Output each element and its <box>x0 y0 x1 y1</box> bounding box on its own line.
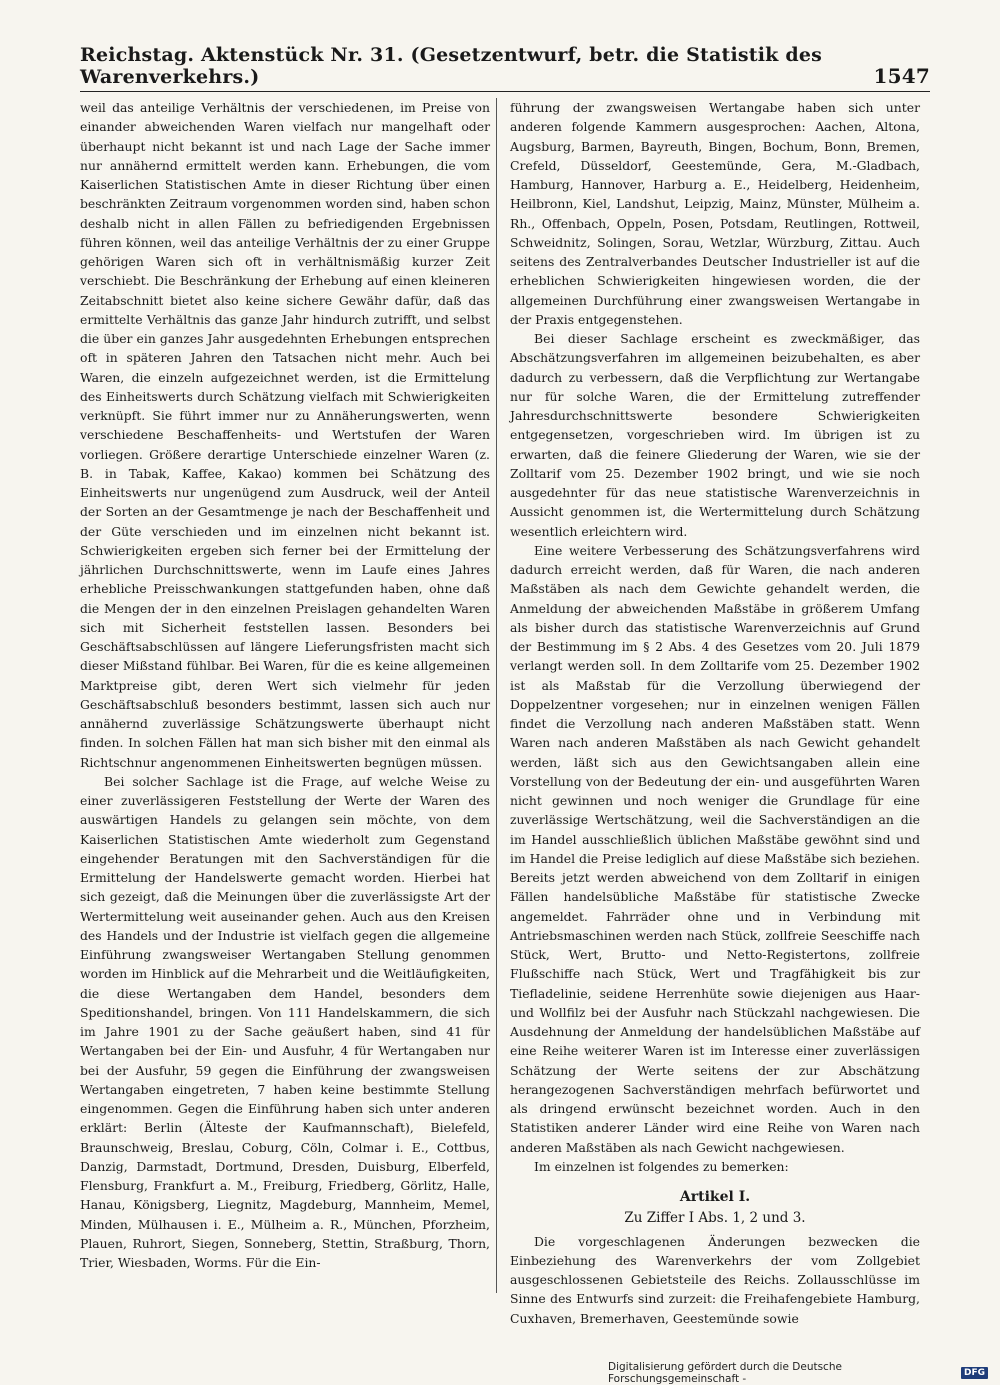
left-column <box>80 98 490 1298</box>
left-paragraph-1: weil das anteilige Verhältnis der verschiedenen, im Preise von einander abweichenden Waren vielfach nur mangelhaft oder überhaupt nicht bekannt ist und nach Lage der Sache immer nur annähernd ermittelt werden kann. Erhebungen, die vom Kaiserlichen Statistischen Amte in dieser Richtung über einen beschränkten Zeitraum vorgenommen worden sind, haben schon deshalb nicht in allen Fällen zu befriedigenden Ergebnissen führen können, weil das anteilige Verhältnis der zu einer Gruppe gehörigen Waren sich oft in verhältnismäßig kurzer Zeit verschiebt. Die Beschränkung der Erhebung auf einen kleineren Zeitabschnitt bietet also keine sichere Gewähr dafür, daß das ermittelte Verhältnis das ganze Jahr hindurch zutrifft, und selbst die über ein ganzes Jahr ausgedehnten Erhebungen entsprechen oft in späteren Jahren den Tatsachen nicht mehr. Auch bei Waren, die einzeln aufgezeichnet werden, ist die Ermittelung des Einheitswerts durch Schätzung vielfach mit Schwierigkeiten verknüpft. Sie führt immer nur zu Annäherungswerten, wenn verschiedene Beschaffenheits- und Wertstufen der Waren vorliegen. Größere derartige Unterschiede einzelner Waren (z. B. in Tabak, Kaffee, Kakao) kommen bei Schätzung des Einheitswerts nur ungenügend zum Ausdruck, weil der Anteil der Sorten an der Gesamtmenge je nach der Beschaffenheit und der Güte verschieden und im einzelnen nicht bekannt ist. Schwierigkeiten ergeben sich ferner bei der Ermittelung der jährlichen Durchschnittswerte, wenn im Laufe eines Jahres erhebliche Preisschwankungen stattgefunden haben, ohne daß die Mengen der in den einzelnen Preislagen gehandelten Waren sich mit Sicherheit feststellen lassen. Besonders bei Geschäftsabschlüssen auf längere Lieferungsfristen macht sich dieser Mißstand fühlbar. Bei Waren, für die es keine allgemeinen Marktpreise gibt, deren Wert sich vielmehr für jeden Geschäftsabschluß besonders bestimmt, lassen sich auch nur annähernd zuverlässige Schätzungswerte überhaupt nicht finden. In solchen Fällen hat man sich bisher mit den einmal als Richtschnur angenommenen Einheitswerten begnügen müssen. <box>80 100 490 770</box>
page-number: 1547 <box>873 64 930 88</box>
sub-heading: Zu Ziffer I Abs. 1, 2 und 3. <box>624 1210 806 1227</box>
column-divider <box>496 98 497 1293</box>
article-heading: Artikel I. <box>679 1189 751 1205</box>
footer-text: Digitalisierung gefördert durch die Deutsche Forschungsgemeinschaft - <box>608 1361 842 1385</box>
dfg-logo: DFG <box>961 1367 988 1379</box>
right-column <box>510 98 920 1326</box>
left-paragraph-2: Bei solcher Sachlage ist die Frage, auf welche Weise zu einer zuverlässigeren Feststellung der Werte der Waren des auswärtigen Handels zu gelangen sein möchte, von dem Kaiserlichen Statistischen Amte wiederholt zum Gegenstand eingehender Beratungen mit den Sachverständigen für die Ermittelung der Handelswerte gemacht worden. Hierbei hat sich gezeigt, daß die Meinungen über die zuverlässigste Art der Wertermittelung weit auseinander gehen. Auch aus den Kreisen des Handels und der Industrie ist vielfach gegen die allgemeine Einführung zwangsweiser Wertangaben Stellung genommen worden im Hinblick auf die Mehrarbeit und die Weitläufigkeiten, die diese Wertangaben dem Handel, besonders dem Speditionshandel, bringen. Von 111 Handelskammern, die sich im Jahre 1901 zu der Sache geäußert haben, sind 41 für Wertangaben bei der Ein- und Ausfuhr, 4 für Wertangaben nur bei der Ausfuhr, 59 gegen die Einführung der zwangsweisen Wertangaben eingetreten, 7 haben keine bestimmte Stellung eingenommen. Gegen die Einführung haben sich unter anderen erklärt: Berlin (Älteste der Kaufmannschaft), Bielefeld, Braunschweig, Breslau, Coburg, Cöln, Colmar i. E., Cottbus, Danzig, Darmstadt, Dortmund, Dresden, Duisburg, Elberfeld, Flensburg, Frankfurt a. M., Freiburg, Friedberg, Görlitz, Halle, Hanau, Königsberg, Liegnitz, Magdeburg, Mannheim, Memel, Minden, Mülhausen i. E., Mülheim a. R., München, Pforzheim, Plauen, Ruhrort, Siegen, Sonneberg, Stettin, Straßburg, Thorn, Trier, Wiesbaden, Worms. Für die Ein- <box>80 773 490 1270</box>
header-title: Reichstag. Aktenstück Nr. 31. (Gesetzentwurf, betr. die Statistik des Warenverkehrs.) <box>80 44 823 88</box>
right-paragraph-2: Bei dieser Sachlage erscheint es zweckmäßiger, das Abschätzungsverfahren im allgemeinen beizubehalten, es aber dadurch zu verbessern, daß die Verpflichtung zur Wertangabe nur für solche Waren, die der Ermittelung zutreffender Jahresdurchschnittswerte besondere Schwierigkeiten entgegensetzen, vorgeschrieben wird. Im übrigen ist zu erwarten, daß die feinere Gliederung der Waren, wie sie der Zolltarif vom 25. Dezember 1902 bringt, und wie sie noch ausgedehnter für das neue statistische Warenverzeichnis in Aussicht genommen ist, die Wertermittelung durch Schätzung wesentlich erleichtern wird. <box>510 331 920 539</box>
right-paragraph-final: Die vorgeschlagenen Änderungen bezwecken die Einbeziehung des Warenverkehrs der vom Zollgebiet ausgeschlossenen Gebietsteile des Reichs. Zollausschlüsse im Sinne des Entwurfs sind zurzeit: die Freihafengebiete Hamburg, Cuxhaven, Bremerhaven, Geestemünde sowie <box>510 1233 920 1326</box>
right-paragraph-1: führung der zwangsweisen Wertangabe haben sich unter anderen folgende Kammern ausgesprochen: Aachen, Altona, Augsburg, Barmen, Bayreuth, Bingen, Bochum, Bonn, Bremen, Crefeld, Düsseldorf, Geestemünde, Gera, M.-Gladbach, Hamburg, Hannover, Harburg a. E., Heidelberg, Heidenheim, Heilbronn, Kiel, Landshut, Leipzig, Mainz, Münster, Mülheim a. Rh., Offenbach, Oppeln, Posen, Potsdam, Reutlingen, Rottweil, Schweidnitz, Solingen, Sorau, Wetzlar, Würzburg, Zittau. Auch seitens des Zentralverbandes Deutscher Industrieller ist auf die erheblichen Schwierigkeiten hingewiesen worden, die der allgemeinen Durchführung einer zwangsweisen Wertangabe in der Praxis entgegenstehen. <box>510 100 920 327</box>
right-paragraph-4: Im einzelnen ist folgendes zu bemerken: <box>534 1158 789 1174</box>
page-header <box>80 44 930 92</box>
footer <box>608 1361 988 1385</box>
right-paragraph-3: Eine weitere Verbesserung des Schätzungsverfahrens wird dadurch erreicht werden, daß für Waren, die nach anderen Maßstäben als nach dem Gewichte gehandelt werden, die Anmeldung der abweichenden Maßstäbe in größerem Umfang als bisher durch das statistische Warenverzeichnis auf Grund der Bestimmung im § 2 Abs. 4 des Gesetzes vom 20. Juli 1879 verlangt werden soll. In dem Zolltarife vom 25. Dezember 1902 ist als Maßstab für die Verzollung überwiegend der Doppelzentner vorgesehen; nur in einzelnen wenigen Fällen findet die Verzollung nach anderen Maßstäben statt. Wenn Waren nach anderen Maßstäben als nach Gewicht gehandelt werden, läßt sich aus den Gewichtsangaben allein eine Vorstellung von der Bedeutung der ein- und ausgeführten Waren nicht gewinnen und noch weniger die Grundlage für eine zuverlässige Wertschätzung, weil die Sachverständigen an die im Handel ausschließlich üblichen Maßstäbe gewöhnt sind und im Handel die Preise lediglich auf diese Maßstäbe sich beziehen. Bereits jetzt werden abweichend von dem Zolltarif in einigen Fällen handelsübliche Maßstäbe für statistische Zwecke angemeldet. Fahrräder ohne und in Verbindung mit Antriebsmaschinen werden nach Stück, zollfreie Seeschiffe nach Stück, Wert, Brutto- und Netto-Registertons, zollfreie Flußschiffe nach Stück, Wert und Tragfähigkeit bis zur Tiefladelinie, seidene Herrenhüte sowie diejenigen aus Haar- und Wollfilz bei der Ausfuhr nach Stückzahl nachgewiesen. Die Ausdehnung der Anmeldung der handelsüblichen Maßstäbe auf eine Reihe weiterer Waren ist im Interesse einer zuverlässigen Schätzung der Werte seitens der zur Abschätzung herangezogenen Sachverständigen mehrfach befürwortet und als dringend erwünscht bezeichnet worden. Auch in den Statistiken anderer Länder wird eine Reihe von Waren nach anderen Maßstäben als nach Gewicht nachgewiesen. <box>510 542 920 1155</box>
